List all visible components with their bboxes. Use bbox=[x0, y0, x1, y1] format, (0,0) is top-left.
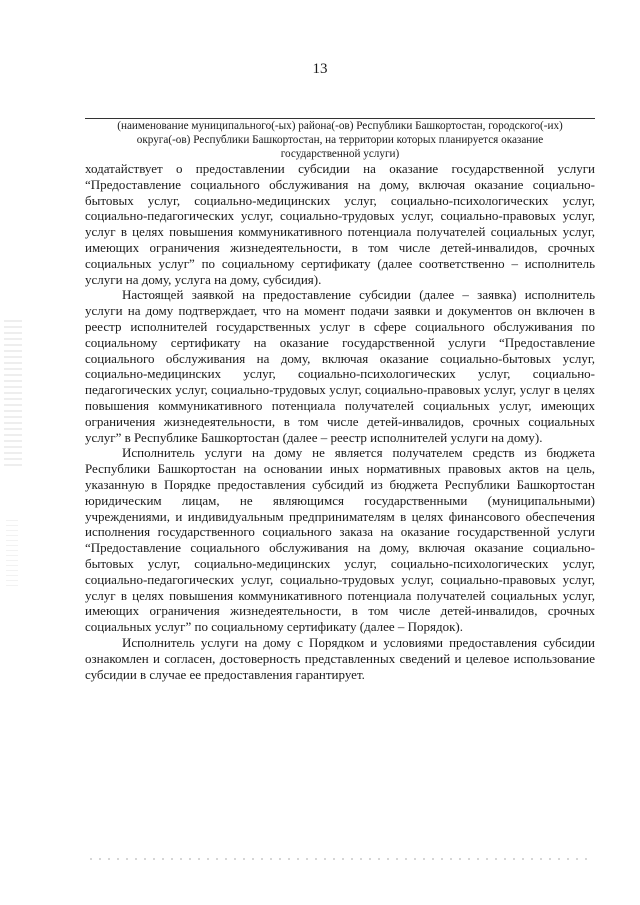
paragraph-application: Настоящей заявкой на предоставление субсидии (далее – заявка) исполнитель услуги на дому подтверждает, что на момент подачи заявки и документов он включен в реестр исполнителей государственных услуг в сфере социального обслуживания по социальному сертификату на оказание государственной услуги “Предоставление социального обслуживания на дому, включая оказание социально-бытовых услуг, социально-медицинских услуг, социально-психологических услуг, социально-педагогических услуг, социально-трудовых услуг, социально-правовых услуг, услуг в целях повышения коммуникативного потенциала получателей социальных услуг, имеющих ограничения жизнедеятельности, в том числе детей-инвалидов, срочных социальных услуг” в Республике Башкортостан (далее – реестр исполнителей услуги на дому). bbox=[85, 287, 595, 445]
field-caption-line: государственной услуги) bbox=[280, 147, 400, 160]
field-caption-line: (наименование муниципального(-ых) района(-ов) Республики Башкортостан, городского(-их) bbox=[117, 120, 563, 132]
field-caption bbox=[85, 120, 595, 161]
scan-artifact bbox=[90, 858, 590, 860]
paragraph-agreement: Исполнитель услуги на дому с Порядком и условиями предоставления субсидии ознакомлен и согласен, достоверность представленных сведений и целевое использование субсидии в случае ее предоставления гарантирует. bbox=[85, 634, 595, 682]
scan-edge-mark bbox=[4, 320, 22, 470]
fill-in-line bbox=[85, 118, 595, 119]
scan-edge-mark bbox=[6, 520, 18, 590]
page-number: 13 bbox=[312, 61, 328, 77]
document-body bbox=[85, 161, 595, 682]
field-caption-line: округа(-ов) Республики Башкортостан, на территории которых планируется оказание bbox=[136, 133, 544, 146]
paragraph-petition: ходатайствует о предоставлении субсидии на оказание государственной услуги “Предоставление социального обслуживания на дому, включая оказание социально-бытовых услуг, социально-медицинских услуг, социально-психологических услуг, социально-педагогических услуг, социально-трудовых услуг, социально-правовых услуг, услуг в целях повышения коммуникативного потенциала получателей социальных услуг, имеющих ограничения жизнедеятельности, в том числе детей-инвалидов, срочных социальных услуг” по социальному сертификату (далее соответственно – исполнитель услуги на дому, услуга на дому, субсидия). bbox=[85, 161, 595, 287]
paragraph-not-recipient: Исполнитель услуги на дому не является получателем средств из бюджета Республики Башкортостан на основании иных нормативных правовых актов на цель, указанную в Порядке предоставления субсидий из бюджета Республики Башкортостан юридическим лицам, не являющимся государственными (муниципальными) учреждениями, и индивидуальным предпринимателям в целях финансового обеспечения исполнения государственного социального заказа на оказание государственной услуги “Предоставление социального обслуживания на дому, включая оказание социально-бытовых услуг, социально-медицинских услуг, социально-психологических услуг, социально-педагогических услуг, социально-трудовых услуг, социально-правовых услуг, услуг в целях повышения коммуникативного потенциала получателей социальных услуг, имеющих ограничения жизнедеятельности, в том числе детей-инвалидов, срочных социальных услуг” по социальному сертификату (далее – Порядок). bbox=[85, 445, 595, 635]
